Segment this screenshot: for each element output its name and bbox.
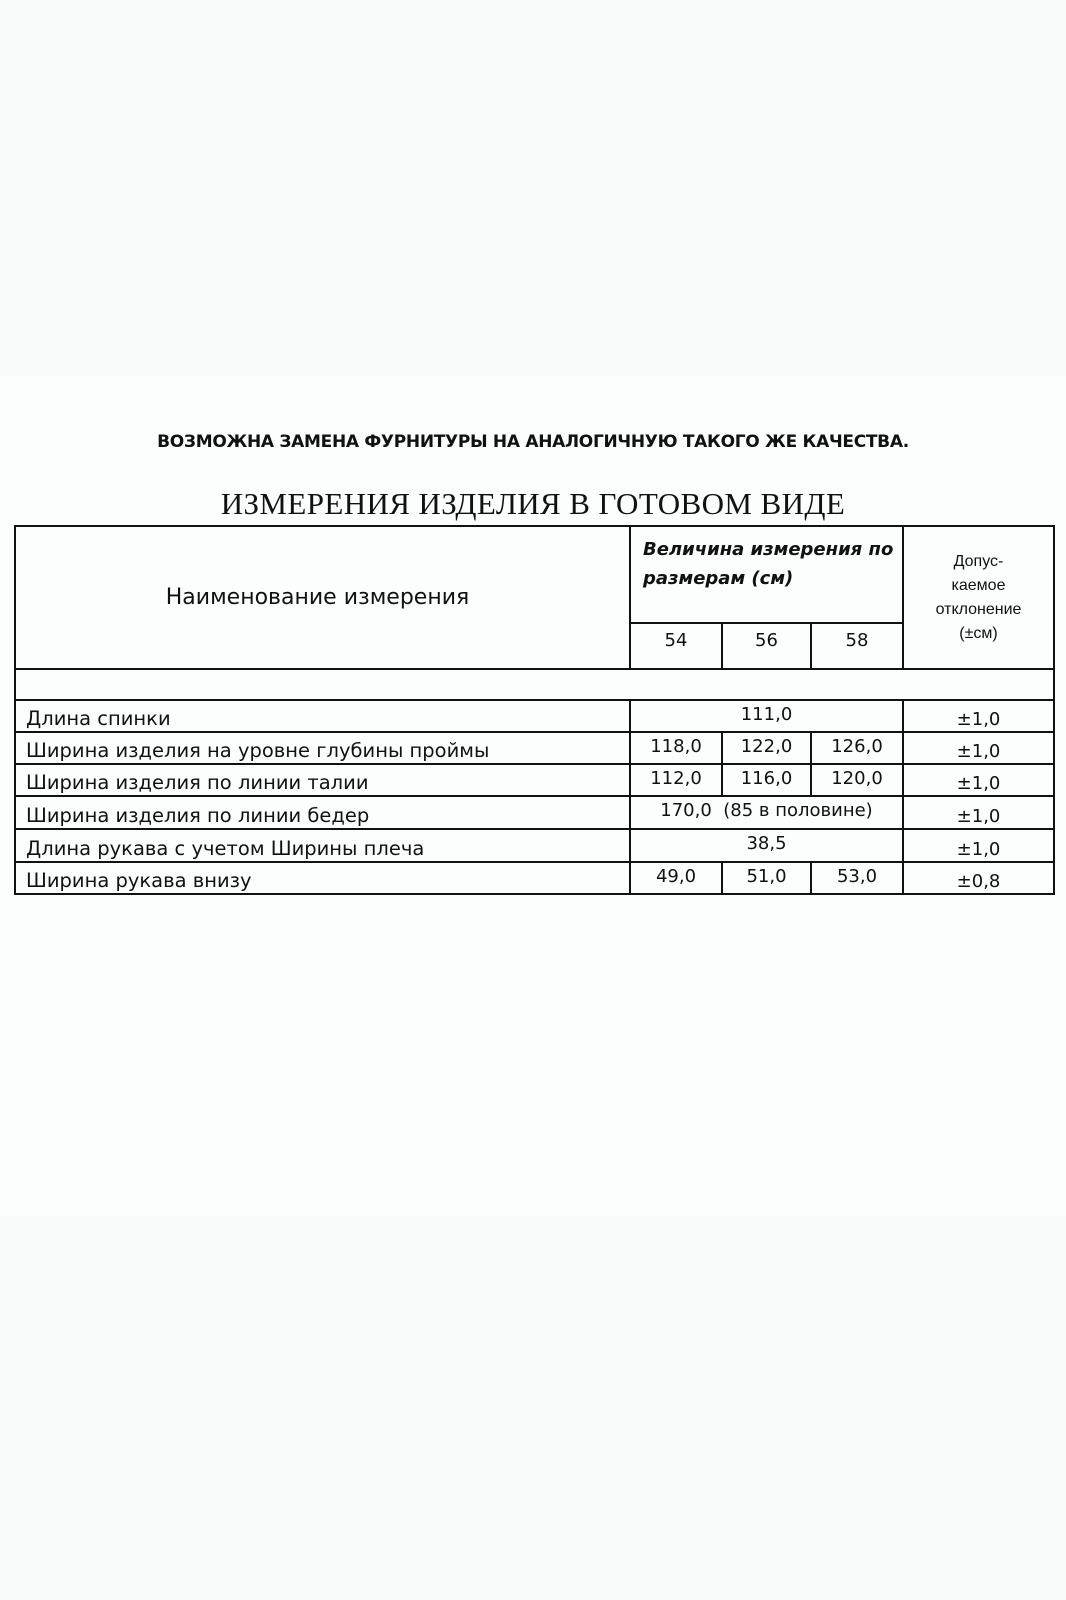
measurements-table <box>14 525 1055 895</box>
measurement-value: 118,0 <box>630 732 722 764</box>
measurement-name: Длина спинки <box>15 700 630 732</box>
document-title: ИЗМЕРЕНИЯ ИЗДЕЛИЯ В ГОТОВОМ ВИДЕ <box>220 486 846 521</box>
spacer-row <box>15 669 1054 700</box>
table-row <box>15 796 1054 829</box>
top-band <box>0 0 1066 375</box>
tolerance-value: ±1,0 <box>903 796 1054 829</box>
header-row <box>15 526 1054 623</box>
measurement-value: 49,0 <box>630 862 722 894</box>
bottom-band <box>0 1215 1066 1600</box>
header-measurement-name: Наименование измерения <box>15 526 630 669</box>
measurement-name: Ширина изделия по линии бедер <box>15 796 630 829</box>
tolerance-value: ±1,0 <box>903 829 1054 862</box>
measurement-value: 53,0 <box>811 862 903 894</box>
measurement-name: Ширина рукава внизу <box>15 862 630 894</box>
replacement-note: ВОЗМОЖНА ЗАМЕНА ФУРНИТУРЫ НА АНАЛОГИЧНУЮ ТАКОГО ЖЕ КАЧЕСТВА. <box>157 432 909 452</box>
table-row <box>15 862 1054 894</box>
tolerance-value: ±1,0 <box>903 732 1054 764</box>
measurement-value: 122,0 <box>722 732 811 764</box>
size-header-cell: 58 <box>811 623 903 669</box>
measurement-name: Ширина изделия на уровне глубины проймы <box>15 732 630 764</box>
table-row <box>15 764 1054 796</box>
header-tolerance: Допус- каемое отклонение (±см) <box>903 526 1054 669</box>
measurement-value: 170,0 (85 в половине) <box>630 796 903 829</box>
size-header-cell: 54 <box>630 623 722 669</box>
tolerance-value: ±0,8 <box>903 862 1054 894</box>
measurement-value: 112,0 <box>630 764 722 796</box>
measurement-value: 116,0 <box>722 764 811 796</box>
measurement-name: Длина рукава с учетом Ширины плеча <box>15 829 630 862</box>
measurement-name: Ширина изделия по линии талии <box>15 764 630 796</box>
header-size-group: Величина измерения по размерам (см) <box>630 526 903 623</box>
spacer-cell <box>15 669 1054 700</box>
measurement-value: 120,0 <box>811 764 903 796</box>
tolerance-value: ±1,0 <box>903 700 1054 732</box>
table-row <box>15 829 1054 862</box>
table-row <box>15 732 1054 764</box>
measurement-value: 38,5 <box>630 829 903 862</box>
tolerance-value: ±1,0 <box>903 764 1054 796</box>
measurement-value: 111,0 <box>630 700 903 732</box>
table-row <box>15 700 1054 732</box>
measurement-value: 51,0 <box>722 862 811 894</box>
size-header-cell: 56 <box>722 623 811 669</box>
measurement-value: 126,0 <box>811 732 903 764</box>
